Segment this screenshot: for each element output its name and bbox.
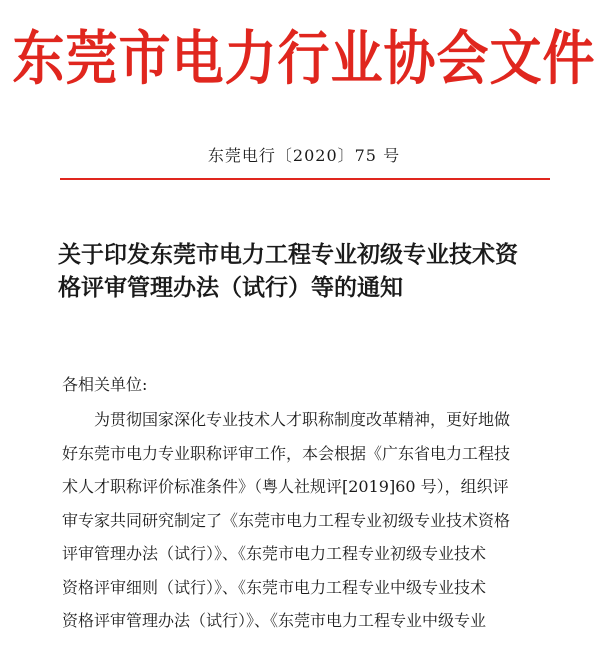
document-number: 东莞电行〔2020〕75 号 bbox=[207, 146, 401, 165]
body-line: 好东莞市电力专业职称评审工作，本会根据《广东省电力工程技 bbox=[62, 443, 511, 463]
notice-title-line: 格评审管理办法（试行）等的通知 bbox=[58, 274, 403, 301]
red-divider-line bbox=[60, 178, 550, 180]
body-line: 为贯彻国家深化专业技术人才职称制度改革精神，更好地做 bbox=[94, 410, 511, 429]
org-masthead-title: 东莞市电力行业协会文件 bbox=[12, 25, 596, 94]
body-line: 术人才职称评价标准条件》（粤人社规评[2019]60 号），组织评 bbox=[62, 477, 509, 496]
notice-body bbox=[62, 403, 562, 638]
notice-title-line: 关于印发东莞市电力工程专业初级专业技术资 bbox=[58, 241, 518, 268]
body-line: 资格评审细则（试行）》、《东莞市电力工程专业中级专业技术 bbox=[62, 577, 487, 597]
body-line: 评审管理办法（试行）》、《东莞市电力工程专业初级专业技术 bbox=[62, 544, 487, 563]
notice-title bbox=[58, 238, 558, 304]
body-line: 资格评审管理办法（试行）》、《东莞市电力工程专业中级专业 bbox=[62, 611, 487, 630]
salutation: 各相关单位: bbox=[62, 375, 148, 394]
body-line: 审专家共同研究制定了《东莞市电力工程专业初级专业技术资格 bbox=[62, 510, 511, 530]
